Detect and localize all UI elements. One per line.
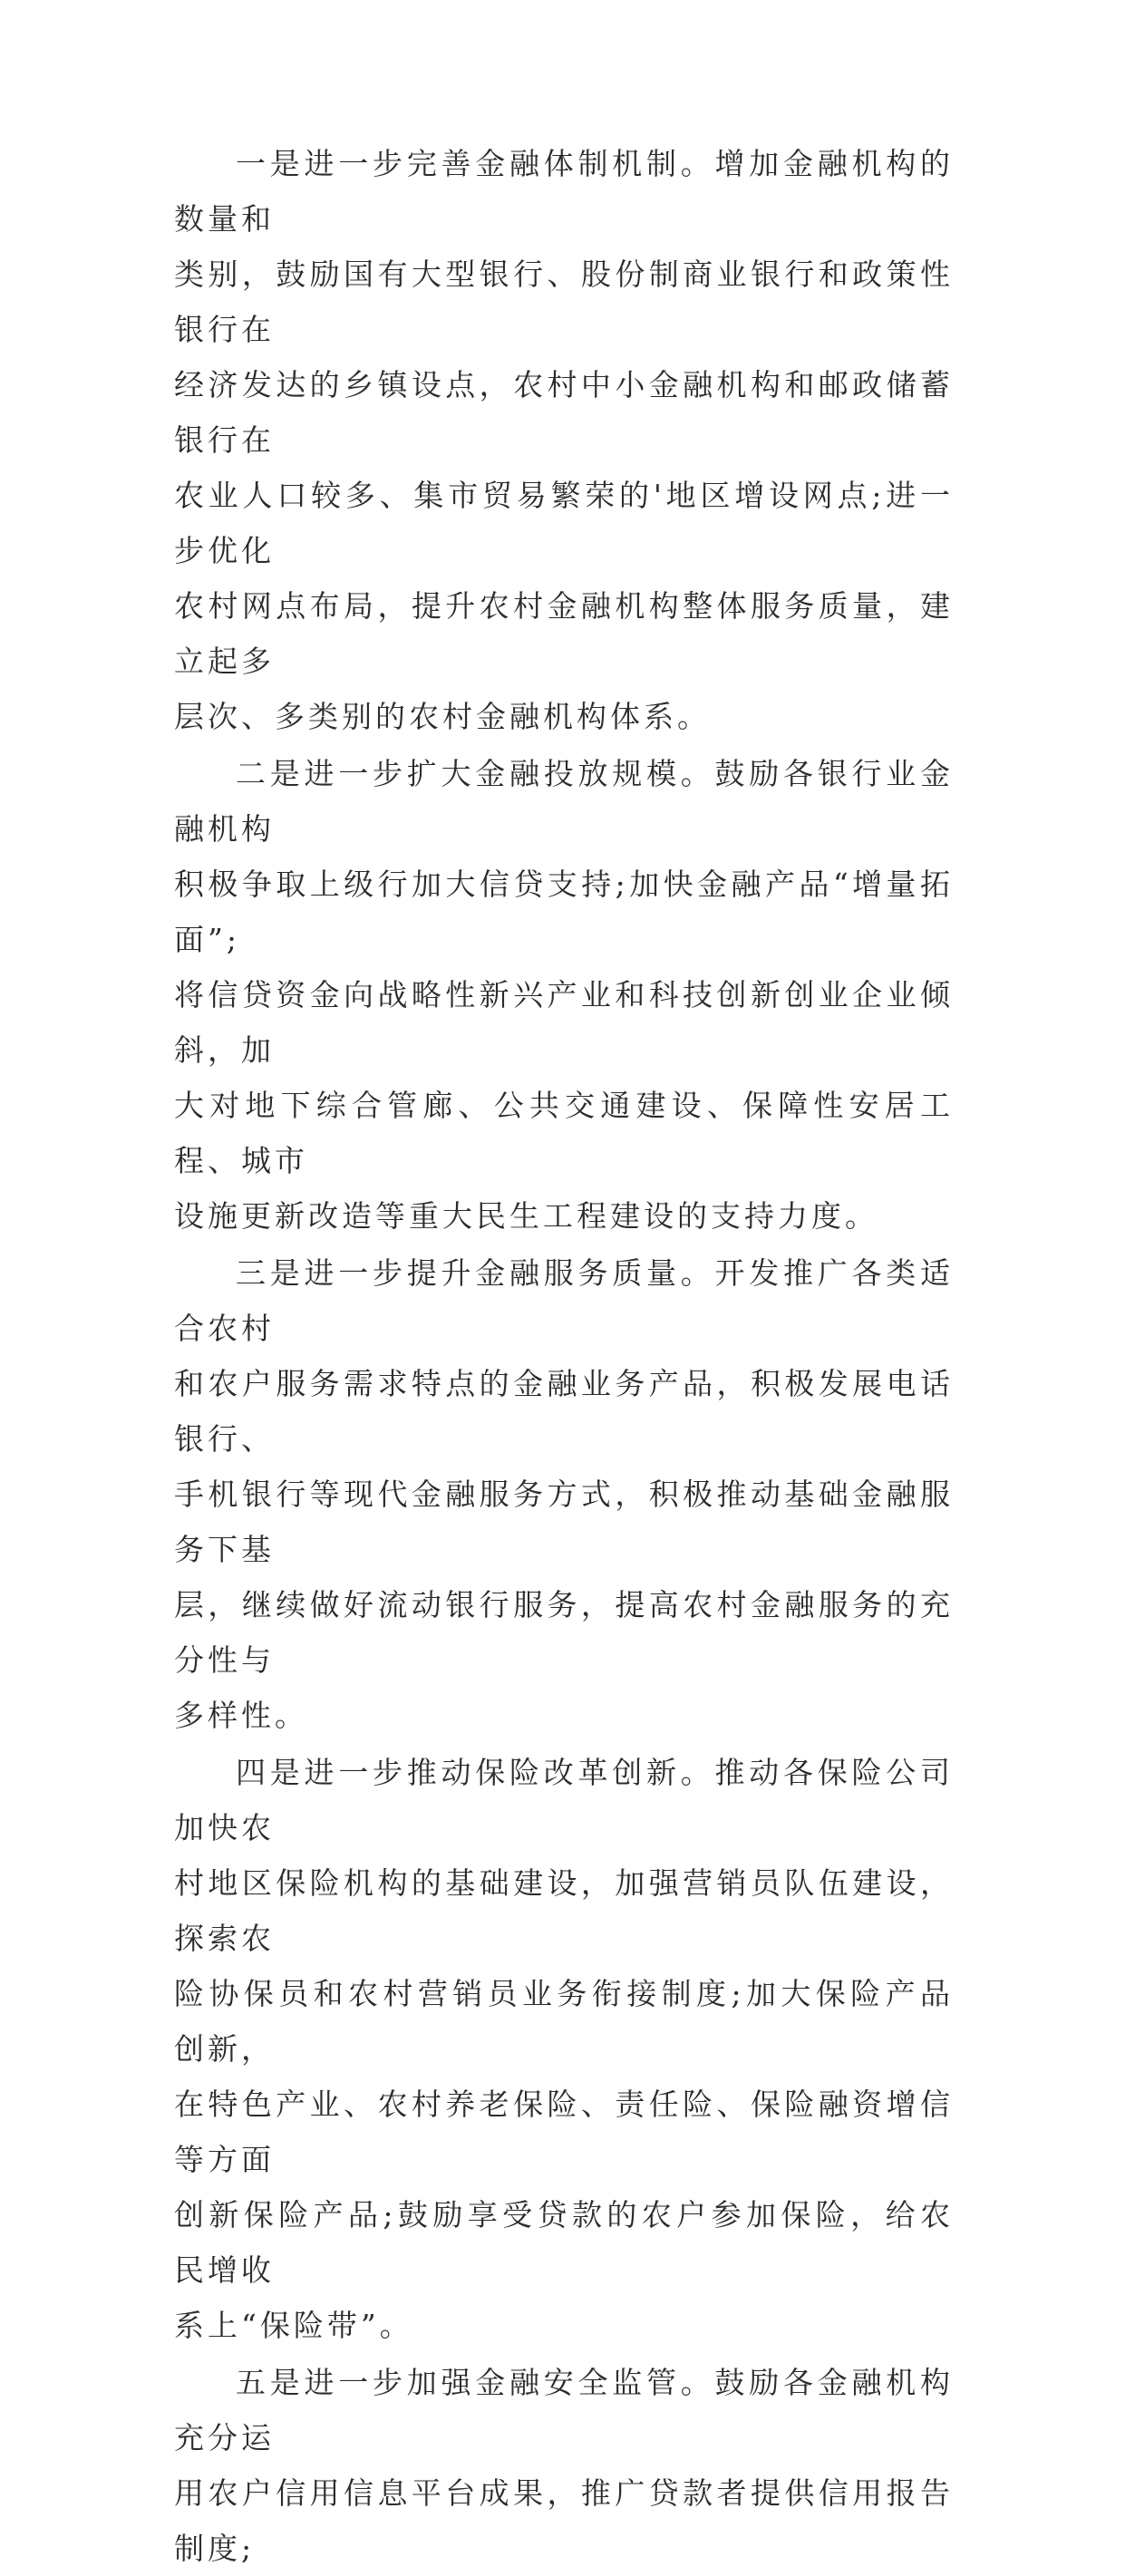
paragraph-line: 村地区保险机构的基础建设，加强营销员队伍建设，探索农 bbox=[174, 1865, 954, 1956]
paragraph-line: 手机银行等现代金融服务方式，积极推动基础金融服务下基 bbox=[174, 1477, 954, 1567]
paragraph-5 bbox=[174, 2355, 954, 2576]
paragraph-line: 层次、多类别的农村金融机构体系。 bbox=[174, 699, 711, 734]
paragraph-line: 四是进一步推动保险改革创新。推动各保险公司加快农 bbox=[174, 1755, 954, 1845]
paragraph-line: 创新保险产品;鼓励享受贷款的农户参加保险，给农民增收 bbox=[174, 2197, 954, 2288]
paragraph-1 bbox=[174, 136, 954, 744]
paragraph-line: 大对地下综合管廊、公共交通建设、保障性安居工程、城市 bbox=[174, 1088, 954, 1178]
paragraph-2 bbox=[174, 746, 954, 1244]
paragraph-line: 多样性。 bbox=[174, 1698, 308, 1733]
paragraph-line: 农村网点布局，提升农村金融机构整体服务质量，建立起多 bbox=[174, 588, 954, 679]
paragraph-line: 和农户服务需求特点的金融业务产品，积极发展电话银行、 bbox=[174, 1366, 954, 1457]
paragraph-line: 将信贷资金向战略性新兴产业和科技创新创业企业倾斜，加 bbox=[174, 977, 954, 1068]
paragraph-line: 三是进一步提升金融服务质量。开发推广各类适合农村 bbox=[174, 1255, 954, 1346]
paragraph-line: 二是进一步扩大金融投放规模。鼓励各银行业金融机构 bbox=[174, 756, 954, 847]
paragraph-line: 在特色产业、农村养老保险、责任险、保险融资增信等方面 bbox=[174, 2087, 954, 2177]
paragraph-line: 用农户信用信息平台成果，推广贷款者提供信用报告制度; bbox=[174, 2475, 954, 2566]
paragraph-line: 层，继续做好流动银行服务，提高农村金融服务的充分性与 bbox=[174, 1587, 954, 1678]
paragraph-line: 类别，鼓励国有大型银行、股份制商业银行和政策性银行在 bbox=[174, 257, 954, 347]
document-body bbox=[174, 136, 954, 2576]
paragraph-line: 设施更新改造等重大民生工程建设的支持力度。 bbox=[174, 1198, 878, 1234]
paragraph-line: 险协保员和农村营销员业务衔接制度;加大保险产品创新， bbox=[174, 1976, 954, 2067]
paragraph-line: 五是进一步加强金融安全监管。鼓励各金融机构充分运 bbox=[174, 2365, 954, 2455]
paragraph-line: 积极争取上级行加大信贷支持;加快金融产品“增量拓面”; bbox=[174, 867, 954, 957]
paragraph-line: 一是进一步完善金融体制机制。增加金融机构的数量和 bbox=[174, 146, 954, 237]
paragraph-line: 经济发达的乡镇设点，农村中小金融机构和邮政储蓄银行在 bbox=[174, 367, 954, 458]
paragraph-4 bbox=[174, 1745, 954, 2353]
paragraph-3 bbox=[174, 1245, 954, 1743]
paragraph-line: 农业人口较多、集市贸易繁荣的'地区增设网点;进一步优化 bbox=[174, 478, 954, 568]
paragraph-line: 系上“保险带”。 bbox=[174, 2308, 413, 2343]
